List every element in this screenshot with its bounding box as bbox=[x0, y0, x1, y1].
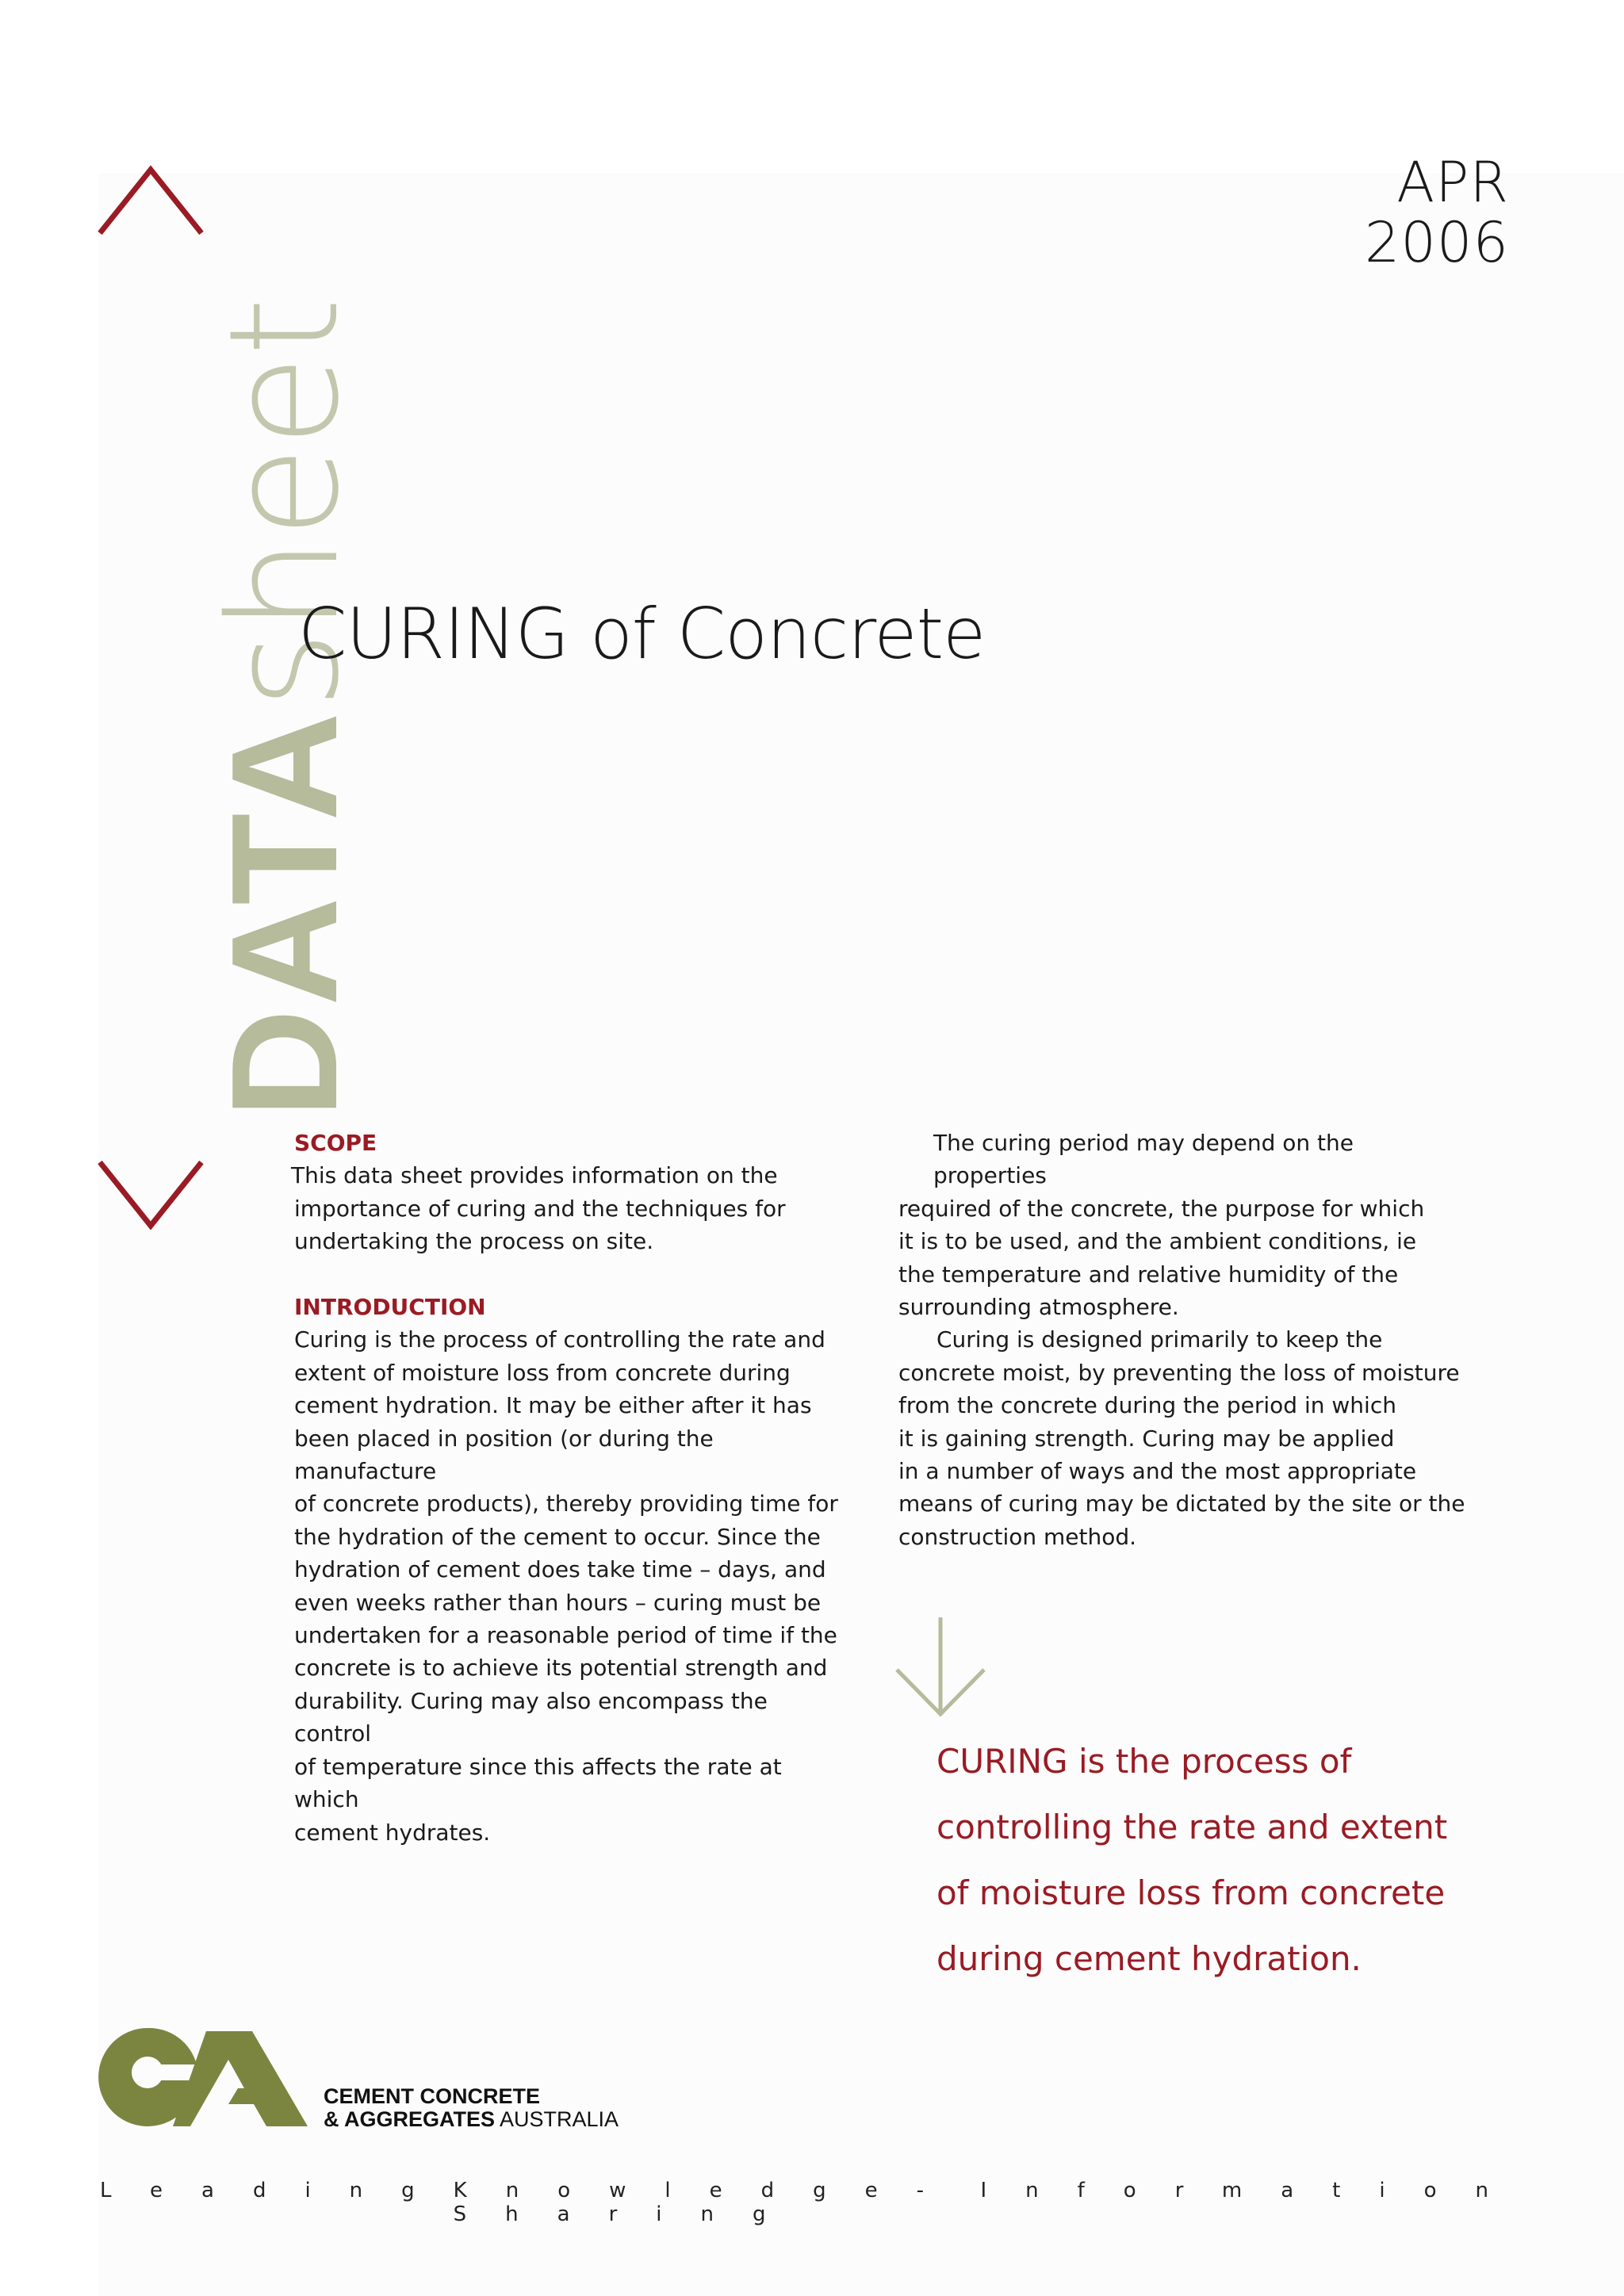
intro-line: of temperature since this affects the rate at which bbox=[294, 1753, 782, 1813]
pull-quote bbox=[936, 1728, 1507, 1992]
para-line: surrounding atmosphere. bbox=[898, 1294, 1179, 1321]
arrow-down-icon bbox=[894, 1617, 986, 1720]
intro-line: even weeks rather than hours – curing must be bbox=[294, 1589, 822, 1616]
footer-tagline bbox=[100, 2179, 1527, 2226]
intro-line: concrete is to achieve its potential strength and bbox=[294, 1655, 828, 1682]
issue-month: APR bbox=[1396, 150, 1509, 215]
intro-line: extent of moisture loss from concrete during bbox=[294, 1359, 791, 1386]
logo-line-2 bbox=[324, 2108, 619, 2131]
right-column bbox=[898, 1127, 1469, 1553]
scope-line: undertaking the process on site. bbox=[294, 1228, 654, 1255]
scope-paragraph bbox=[291, 1159, 849, 1257]
pull-quote-line: of moisture loss from concrete bbox=[936, 1873, 1446, 1912]
datasheet-wordmark bbox=[197, 298, 372, 1118]
footer-word: Leading bbox=[100, 2179, 454, 2202]
pull-quote-line: CURING is the process of bbox=[936, 1742, 1352, 1781]
wordmark-data: DATA bbox=[201, 709, 369, 1118]
wordmark-sheet: sheet bbox=[197, 298, 372, 710]
ccaa-logo-icon bbox=[97, 2022, 311, 2133]
logo-line-2-regular: AUSTRALIA bbox=[495, 2107, 619, 2131]
intro-line: been placed in position (or during the manufacture bbox=[294, 1425, 714, 1485]
para-line: Curing is designed primarily to keep the bbox=[936, 1326, 1383, 1353]
intro-line: hydration of cement does take time – days, and bbox=[294, 1556, 826, 1583]
intro-line: the hydration of the cement to occur. Since the bbox=[294, 1523, 821, 1550]
para-line: concrete moist, by preventing the loss of moisture bbox=[898, 1359, 1460, 1386]
intro-line: cement hydrates. bbox=[294, 1819, 491, 1846]
intro-line: cement hydration. It may be either after it has bbox=[294, 1392, 812, 1419]
para-line: in a number of ways and the most appropriate bbox=[898, 1458, 1417, 1485]
scope-line: importance of curing and the techniques for bbox=[294, 1195, 786, 1222]
pull-quote-line: controlling the rate and extent bbox=[936, 1808, 1448, 1846]
introduction-heading: INTRODUCTION bbox=[294, 1294, 486, 1321]
introduction-paragraph bbox=[294, 1323, 849, 1849]
footer-word: Information bbox=[980, 2179, 1527, 2202]
pull-quote-line: during cement hydration. bbox=[936, 1939, 1362, 1978]
issue-year: 2006 bbox=[1364, 210, 1509, 275]
intro-line: Curing is the process of controlling the rate and bbox=[294, 1326, 825, 1353]
curing-period-paragraph bbox=[898, 1127, 1469, 1323]
left-column bbox=[291, 1127, 849, 1849]
para-line: construction method. bbox=[898, 1523, 1137, 1550]
para-line: required of the concrete, the purpose for which bbox=[898, 1195, 1425, 1222]
para-line: it is gaining strength. Curing may be applied bbox=[898, 1425, 1395, 1452]
intro-line: undertaken for a reasonable period of time if the bbox=[294, 1622, 837, 1649]
curing-design-paragraph bbox=[898, 1323, 1469, 1553]
intro-line: of concrete products), thereby providing time for bbox=[294, 1490, 838, 1517]
para-line: means of curing may be dictated by the site or the bbox=[898, 1490, 1465, 1517]
footer-word: Knowledge-Sharing bbox=[453, 2179, 963, 2226]
scope-line: This data sheet provides information on the bbox=[291, 1162, 778, 1189]
para-line: from the concrete during the period in which bbox=[898, 1392, 1396, 1419]
para-line: the temperature and relative humidity of the bbox=[898, 1261, 1399, 1288]
document-title: CURING of Concrete bbox=[298, 593, 986, 675]
scope-heading: SCOPE bbox=[294, 1130, 377, 1156]
logo-line-1: CEMENT CONCRETE bbox=[324, 2084, 541, 2108]
intro-line: durability. Curing may also encompass the control bbox=[294, 1687, 768, 1747]
logo-line-2-bold: & AGGREGATES bbox=[324, 2107, 496, 2131]
chevron-up-icon bbox=[97, 165, 205, 236]
chevron-down-icon bbox=[97, 1159, 205, 1230]
issue-date bbox=[1365, 152, 1509, 273]
logo-wordmark bbox=[324, 2085, 619, 2131]
para-line: The curing period may depend on the properties bbox=[933, 1130, 1354, 1189]
para-line: it is to be used, and the ambient conditions, ie bbox=[898, 1228, 1417, 1255]
